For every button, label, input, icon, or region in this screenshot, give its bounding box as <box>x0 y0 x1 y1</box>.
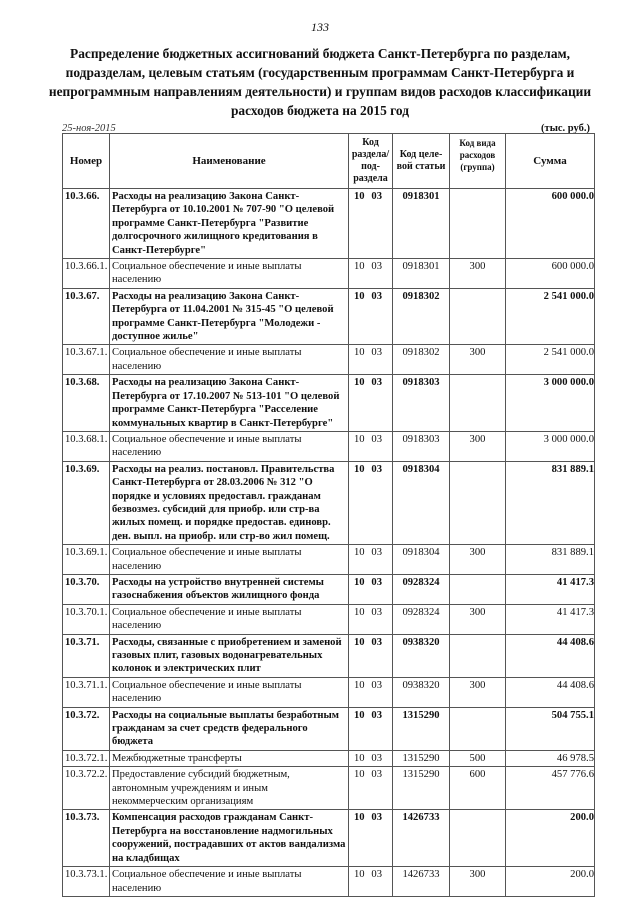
row-number: 10.3.71. <box>63 634 110 677</box>
row-name: Социальное обеспечение и иные выплаты населению <box>110 604 349 634</box>
header-name: Наименование <box>110 134 349 189</box>
table-row <box>63 767 595 810</box>
row-name: Расходы на социальные выплаты безработным гражданам за счет средств федерального бюджета <box>110 707 349 750</box>
section: 10 <box>354 769 365 781</box>
row-name: Компенсация расходов гражданам Санкт-Петербурга на восстановление надмогильных сооружений, пострадавших от актов вандализма на кладбищах <box>110 810 349 867</box>
row-kind-code: 300 <box>450 677 506 707</box>
row-number: 10.3.69. <box>63 461 110 544</box>
row-target-code: 0938320 <box>393 634 450 677</box>
row-section-code <box>349 810 393 867</box>
subsection: 03 <box>371 347 382 359</box>
row-number: 10.3.66. <box>63 189 110 259</box>
row-sum: 831 889.1 <box>506 461 595 544</box>
subsection: 03 <box>371 576 382 588</box>
row-sum: 2 541 000.0 <box>506 345 595 375</box>
row-section-code <box>349 288 393 345</box>
row-kind-code: 500 <box>450 750 506 766</box>
row-kind-code: 300 <box>450 867 506 897</box>
row-kind-code: 300 <box>450 345 506 375</box>
units-label: (тыс. руб.) <box>541 123 590 134</box>
subsection: 03 <box>371 752 382 764</box>
table-row <box>63 431 595 461</box>
row-section-code <box>349 431 393 461</box>
row-section-code <box>349 750 393 766</box>
header-section: Код раздела/ под-раздела <box>349 134 393 189</box>
table-row <box>63 545 595 575</box>
subsection: 03 <box>371 679 382 691</box>
section: 10 <box>354 709 365 721</box>
row-name: Социальное обеспечение и иные выплаты населению <box>110 431 349 461</box>
budget-table <box>62 133 595 897</box>
subsection: 03 <box>371 812 382 824</box>
section: 10 <box>354 606 365 618</box>
row-sum: 41 417.3 <box>506 604 595 634</box>
row-target-code: 1426733 <box>393 867 450 897</box>
row-section-code <box>349 867 393 897</box>
document-title: Распределение бюджетных ассигнований бюджета Санкт-Петербурга по разделам, подразделам, целевым статьям (государственным программам Санкт-Петербурга и непрограммным направлениям деятельности) и группам видов расходов классификации расходов бюджета на 2015 год <box>48 46 592 118</box>
row-kind-code <box>450 288 506 345</box>
row-number: 10.3.67.1. <box>63 345 110 375</box>
row-target-code: 0918303 <box>393 375 450 432</box>
subsection: 03 <box>371 709 382 721</box>
row-kind-code <box>450 574 506 604</box>
row-target-code: 0918302 <box>393 288 450 345</box>
section: 10 <box>354 463 365 475</box>
row-kind-code: 600 <box>450 767 506 810</box>
section: 10 <box>354 752 365 764</box>
row-number: 10.3.67. <box>63 288 110 345</box>
table-row <box>63 189 595 259</box>
header-kind: Код вида расходов (группа) <box>450 134 506 189</box>
table-row <box>63 634 595 677</box>
row-section-code <box>349 461 393 544</box>
row-section-code <box>349 604 393 634</box>
row-name: Расходы на реализацию Закона Санкт-Петербурга от 11.04.2001 № 315-45 "О целевой программе Санкт-Петербурга "Молодежи - доступное жилье" <box>110 288 349 345</box>
row-target-code: 1315290 <box>393 707 450 750</box>
row-kind-code <box>450 707 506 750</box>
row-target-code: 0918303 <box>393 431 450 461</box>
subsection: 03 <box>371 377 382 389</box>
section: 10 <box>354 679 365 691</box>
row-sum: 44 408.6 <box>506 677 595 707</box>
table-row <box>63 259 595 289</box>
row-target-code: 0918302 <box>393 345 450 375</box>
subsection: 03 <box>371 606 382 618</box>
section: 10 <box>354 547 365 559</box>
row-sum: 3 000 000.0 <box>506 375 595 432</box>
subsection: 03 <box>371 636 382 648</box>
row-number: 10.3.72.1. <box>63 750 110 766</box>
row-number: 10.3.68.1. <box>63 431 110 461</box>
row-kind-code <box>450 375 506 432</box>
row-number: 10.3.70. <box>63 574 110 604</box>
subsection: 03 <box>371 290 382 302</box>
table-row <box>63 677 595 707</box>
section: 10 <box>354 812 365 824</box>
row-number: 10.3.69.1. <box>63 545 110 575</box>
table-row <box>63 461 595 544</box>
row-sum: 41 417.3 <box>506 574 595 604</box>
row-kind-code: 300 <box>450 431 506 461</box>
section: 10 <box>354 636 365 648</box>
subsection: 03 <box>371 769 382 781</box>
row-target-code: 1315290 <box>393 750 450 766</box>
row-sum: 200.0 <box>506 810 595 867</box>
row-section-code <box>349 259 393 289</box>
header-number: Номер <box>63 134 110 189</box>
row-section-code <box>349 634 393 677</box>
row-section-code <box>349 767 393 810</box>
row-name: Расходы, связанные с приобретением и заменой газовых плит, газовых водонагревательных колонок и электрических плит <box>110 634 349 677</box>
row-sum: 831 889.1 <box>506 545 595 575</box>
subsection: 03 <box>371 463 382 475</box>
subsection: 03 <box>371 869 382 881</box>
row-number: 10.3.72.2. <box>63 767 110 810</box>
section: 10 <box>354 576 365 588</box>
row-name: Расходы на устройство внутренней системы газоснабжения объектов жилищного фонда <box>110 574 349 604</box>
row-number: 10.3.66.1. <box>63 259 110 289</box>
row-section-code <box>349 375 393 432</box>
row-section-code <box>349 707 393 750</box>
row-name: Социальное обеспечение и иные выплаты населению <box>110 867 349 897</box>
row-name: Расходы на реализацию Закона Санкт-Петербурга от 10.10.2001 № 707-90 "О целевой программе Санкт-Петербурга "Развитие долгосрочного жилищного кредитования в Санкт-Петербурге" <box>110 189 349 259</box>
section: 10 <box>354 869 365 881</box>
row-kind-code: 300 <box>450 604 506 634</box>
row-number: 10.3.68. <box>63 375 110 432</box>
row-number: 10.3.71.1. <box>63 677 110 707</box>
section: 10 <box>354 290 365 302</box>
row-kind-code <box>450 461 506 544</box>
row-target-code: 0928324 <box>393 604 450 634</box>
row-name: Социальное обеспечение и иные выплаты населению <box>110 259 349 289</box>
row-kind-code: 300 <box>450 545 506 575</box>
row-section-code <box>349 345 393 375</box>
table-row <box>63 574 595 604</box>
document-date: 25-ноя-2015 <box>62 123 116 134</box>
header-target: Код целе-вой статьи <box>393 134 450 189</box>
row-sum: 44 408.6 <box>506 634 595 677</box>
row-kind-code: 300 <box>450 259 506 289</box>
section: 10 <box>354 191 365 202</box>
row-target-code: 1315290 <box>393 767 450 810</box>
section: 10 <box>354 433 365 445</box>
row-target-code: 1426733 <box>393 810 450 867</box>
row-sum: 457 776.6 <box>506 767 595 810</box>
row-sum: 2 541 000.0 <box>506 288 595 345</box>
subsection: 03 <box>371 547 382 559</box>
row-kind-code <box>450 634 506 677</box>
row-name: Расходы на реализ. постановл. Правительства Санкт-Петербурга от 28.03.2006 № 312 "О порядке и условиях предоставл. гражданам безвозмез. субсидий для приобр. или стр-ва жилых помещ. и порядке предостав. единовр. ден. выпл. на приобр. или стр-во жил помещ. <box>110 461 349 544</box>
row-number: 10.3.73.1. <box>63 867 110 897</box>
row-number: 10.3.72. <box>63 707 110 750</box>
row-name: Расходы на реализацию Закона Санкт-Петербурга от 17.10.2007 № 513-101 "О целевой программе Санкт-Петербурга "Расселение коммунальных квартир в Санкт-Петербурге" <box>110 375 349 432</box>
row-sum: 600 000.0 <box>506 189 595 259</box>
row-section-code <box>349 545 393 575</box>
section: 10 <box>354 377 365 389</box>
row-section-code <box>349 189 393 259</box>
row-sum: 3 000 000.0 <box>506 431 595 461</box>
table-row <box>63 750 595 766</box>
section: 10 <box>354 261 365 273</box>
header-sum: Сумма <box>506 134 595 189</box>
table-row <box>63 810 595 867</box>
subsection: 03 <box>371 261 382 273</box>
row-name: Социальное обеспечение и иные выплаты населению <box>110 545 349 575</box>
row-number: 10.3.70.1. <box>63 604 110 634</box>
row-target-code: 0918304 <box>393 545 450 575</box>
section: 10 <box>354 347 365 359</box>
table-row <box>63 345 595 375</box>
row-target-code: 0938320 <box>393 677 450 707</box>
row-name: Социальное обеспечение и иные выплаты населению <box>110 345 349 375</box>
row-section-code <box>349 677 393 707</box>
subsection: 03 <box>371 191 382 202</box>
row-target-code: 0918301 <box>393 259 450 289</box>
row-target-code: 0918301 <box>393 189 450 259</box>
row-sum: 504 755.1 <box>506 707 595 750</box>
table-row <box>63 288 595 345</box>
row-name: Социальное обеспечение и иные выплаты населению <box>110 677 349 707</box>
table-header <box>63 134 595 189</box>
row-name: Предоставление субсидий бюджетным, автономным учреждениям и иным некоммерческим организациям <box>110 767 349 810</box>
row-section-code <box>349 574 393 604</box>
row-sum: 46 978.5 <box>506 750 595 766</box>
row-number: 10.3.73. <box>63 810 110 867</box>
page-number: 133 <box>311 20 329 34</box>
subsection: 03 <box>371 433 382 445</box>
table-row <box>63 604 595 634</box>
row-target-code: 0918304 <box>393 461 450 544</box>
table-row <box>63 867 595 897</box>
table-row <box>63 375 595 432</box>
table-row <box>63 707 595 750</box>
row-sum: 600 000.0 <box>506 259 595 289</box>
row-sum: 200.0 <box>506 867 595 897</box>
row-name: Межбюджетные трансферты <box>110 750 349 766</box>
row-target-code: 0928324 <box>393 574 450 604</box>
row-kind-code <box>450 189 506 259</box>
row-kind-code <box>450 810 506 867</box>
